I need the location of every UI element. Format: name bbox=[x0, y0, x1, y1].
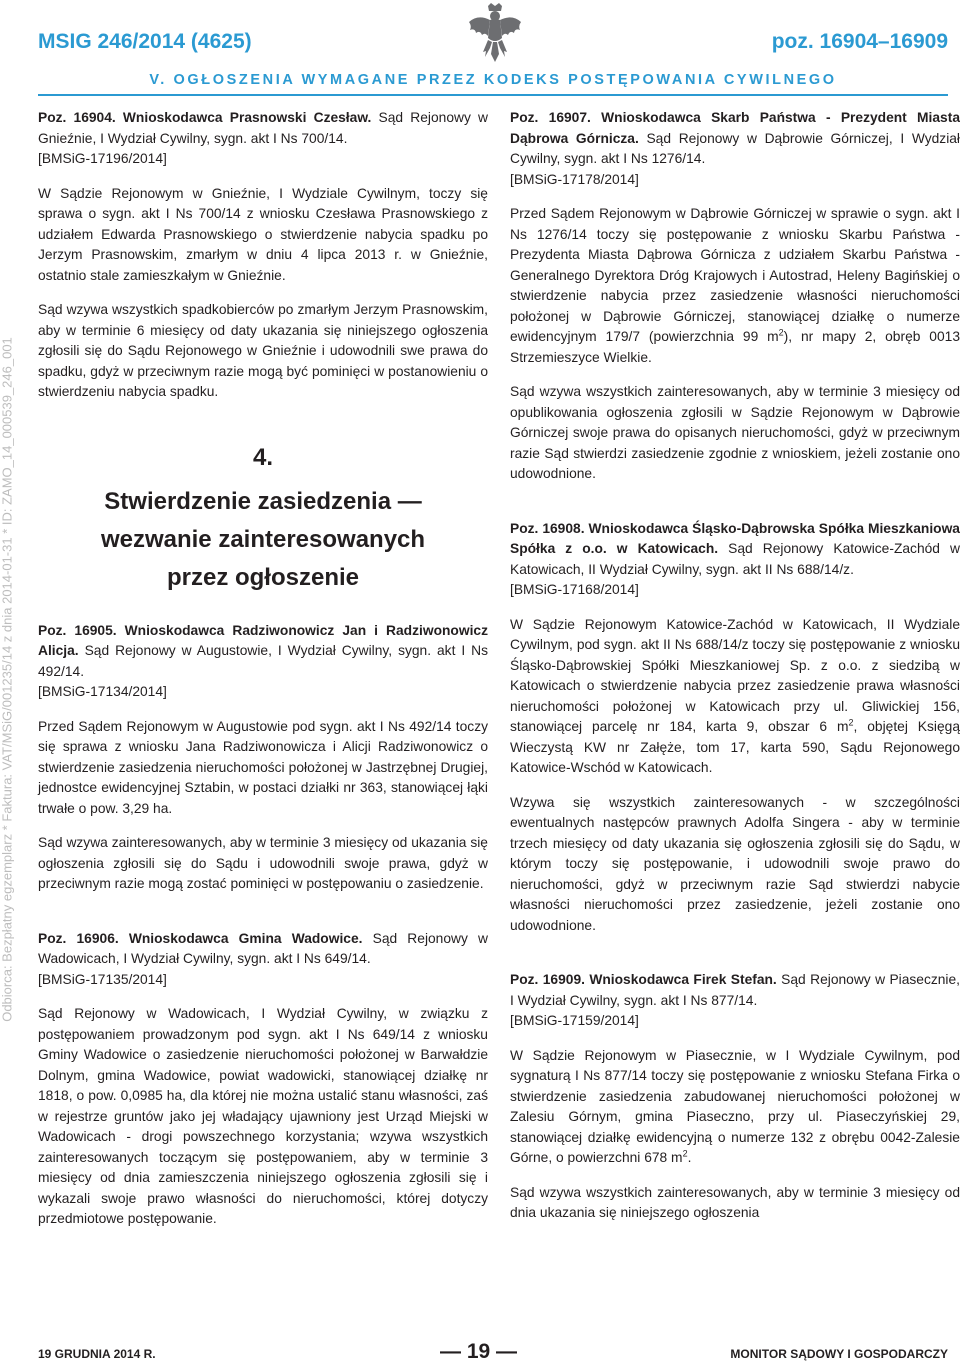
page-number: — 19 — bbox=[440, 1340, 518, 1363]
entry-paragraph: Sąd Rejonowy w Wadowicach, I Wydział Cywilny, w związku z postępowaniem prowadzonym pod sygn. akt I Ns 649/14 z wniosku Gminy Wadowice o zasiedzenie nieruchomości położonej w Barwałdzie Dolnym, gmina Wadowice, powiat wadowicki, stanowiącej działkę nr 1818, o pow. 0,0985 ha, dla której nie można ustalić stanu własności, zaś w rejestrze gruntów jako jej władający ujawniony jest Urząd Miejski w Wadowicach - drogi powszechnego korzystania; wzywa wszystkich zainteresowanych toczącym się postępowaniem, aby w terminie 3 miesięcy od dnia zamieszczenia niniejszego ogłoszenia zgłosili się i wykazali swoje prawo własności do nieruchomości, której dotyczy przedmiotowe postępowanie. bbox=[38, 1006, 488, 1226]
entry-court: Sąd Rejonowy w Wadowicach, I Wydział Cywilny, sygn. akt I Ns 649/14. bbox=[38, 930, 488, 966]
entry-16906 bbox=[38, 929, 488, 991]
entry-reference: [BMSiG-17134/2014] bbox=[38, 684, 167, 699]
entry-court: Sąd Rejonowy Katowice-Zachód w Katowicach, II Wydział Cywilny, sygn. akt II Ns 688/14/z. bbox=[510, 541, 960, 577]
entry-heading: Poz. 16905. Wnioskodawca Radziwonowicz Jan i Radziwonowicz Alicja. bbox=[38, 622, 488, 658]
entry-paragraph: Sąd wzywa wszystkich zainteresowanych, aby w terminie 3 miesięcy od dnia ukazania się niniejszego ogłoszenia bbox=[510, 1184, 960, 1220]
entry-heading: Poz. 16907. Wnioskodawca Skarb Państwa - Prezydent Miasta Dąbrowa Górnicza. bbox=[510, 110, 960, 146]
chapter-title-line: przez ogłoszenie bbox=[166, 563, 360, 591]
left-column bbox=[38, 108, 488, 1244]
chapter-number: 4. bbox=[252, 443, 273, 471]
journal-issue: MSIG 246/2014 (4625) bbox=[38, 30, 252, 53]
entry-paragraph: W Sądzie Rejonowym w Piasecznie, w I Wydziale Cywilnym, pod sygnaturą I Ns 877/14 toczy się postępowanie z wniosku Stefana Firka o stwierdzenie zasiedzenia zabudowanej nieruchomości położonej w Zalesiu Górnym, gmina Piaseczno, przy ul. Piaseczyńskiej 29, stanowiącej działkę ewidencyjną o numerze 132 z obrębu 0042-Zalesie Górne, o powierzchni 678 $m^2$. bbox=[510, 1047, 960, 1165]
entry-16909 bbox=[510, 970, 960, 1032]
entry-heading: Poz. 16906. Wnioskodawca Gmina Wadowice. bbox=[38, 930, 363, 946]
polish-eagle-icon bbox=[466, 2, 524, 64]
entry-reference: [BMSiG-17178/2014] bbox=[510, 171, 639, 187]
entry-paragraph: Sąd wzywa wszystkich zainteresowanych, aby w terminie 3 miesięcy od opublikowania ogłoszenia zgłosili w Sądzie Rejonowym w Dąbrowie Górniczej swoje prawa do opisanych nieruchomości, gdyż w przeciwnym razie Sąd stwierdzi zasiedzenie zgodnie z wnioskiem, jeżeli zostanie ono udowodnione. bbox=[510, 384, 960, 481]
entry-heading: Poz. 16904. Wnioskodawca Prasnowski Czesław. bbox=[38, 110, 372, 125]
entry-16905 bbox=[38, 621, 488, 703]
right-column bbox=[510, 108, 960, 1238]
entry-paragraph: W Sądzie Rejonowym Katowice-Zachód w Katowicach, II Wydziale Cywilnym, pod sygn. akt II Ns 688/14/z toczy się postępowanie z wniosku Śląsko-Dąbrowskiej Spółki Mieszkaniowej Sp. z o.o. z siedzibą w Katowicach o stwierdzenie nabycia przez zasiedzenie prawa własności nieruchomości położonej w Katowicach przy ul. Gliwickiej 156, stanowiącej parcelę nr 184, karta 9, obszar 6 $m^2$, objętej Księgą Wieczystą KW nr Załęże, tom 17, karta 590, Sądu Rejonowego Katowice-Wschód w Katowicach. bbox=[510, 616, 960, 775]
footer-publisher: MONITOR SĄDOWY I GOSPODARCZY bbox=[730, 1347, 948, 1361]
entry-reference: [BMSiG-17159/2014] bbox=[510, 1013, 639, 1028]
header-divider bbox=[38, 94, 948, 96]
entry-court: Sąd Rejonowy w Piasecznie, I Wydział Cywilny, sygn. akt I Ns 877/14. bbox=[510, 972, 960, 1008]
entry-reference: [BMSiG-17168/2014] bbox=[510, 582, 639, 597]
section-title: V. OGŁOSZENIA WYMAGANE PRZEZ KODEKS POSTĘPOWANIA CYWILNEGO bbox=[149, 72, 837, 88]
footer-date: 19 GRUDNIA 2014 R. bbox=[38, 1347, 156, 1361]
entry-16904 bbox=[38, 108, 488, 170]
entry-16908 bbox=[510, 519, 960, 601]
entry-heading: Poz. 16909. Wnioskodawca Firek Stefan. bbox=[510, 972, 777, 987]
entry-paragraph: Przed Sądem Rejonowym w Dąbrowie Górniczej w sprawie o sygn. akt I Ns 1276/14 toczy się postępowanie z wniosku Skarbu Państwa - Prezydenta Miasta Dąbrowa Górnicza z udziałem Skarbu Państwa - Generalnego Dyrektora Dróg Krajowych i Autostrad, Heleny Bagińskiej o stwierdzenie nabycia przez zasiedzenie własności nieruchomości położonej w Dąbrowie Górniczej, stanowiącej działkę o numerze ewidencyjnym 179/7 (powierzchnia 99 $m^2$), nr mapy 2, obręb 0013 Strzemieszyce Wielkie. bbox=[510, 206, 960, 365]
entry-paragraph: Wzywa się wszystkich zainteresowanych - w szczególności ewentualnych następców prawnych Adolfa Singera - aby w terminie trzech miesięcy od daty ukazania się ogłoszenia zgłosili się do Sądu, w którym toczy się postępowanie, i udowodnili swoje prawo do nieruchomości, gdyż w przeciwnym razie Sąd stwierdzi nabycie własności nieruchomości przez zasiedzenie, jeżeli zostanie ono udowodnione. bbox=[510, 794, 960, 933]
side-watermark: Odbiorca: Bezpłatny egzemplarz * Faktura: VAT/MSiG/001235/14 z dnia 2014-01-31 * ID: ZAMO_14_000539_246_001 bbox=[0, 337, 15, 1022]
entry-paragraph: Sąd wzywa wszystkich spadkobierców po zmarłym Jerzym Prasnowskim, aby w terminie 6 miesięcy od daty ukazania się niniejszego ogłoszenia zgłosili się do Sądu Rejonowego w Gnieźnie i udowodnili swe prawa do spadku, gdyż w przeciwnym razie mogą być pominięci w postanowieniu o stwierdzeniu nabycia spadku. bbox=[38, 302, 488, 399]
chapter-title bbox=[38, 483, 488, 597]
chapter-title-line: Stwierdzenie zasiedzenia — bbox=[104, 487, 422, 515]
entry-16907 bbox=[510, 108, 960, 190]
entry-reference: [BMSiG-17196/2014] bbox=[38, 151, 167, 166]
entry-paragraph: Przed Sądem Rejonowym w Augustowie pod sygn. akt I Ns 492/14 toczy się sprawa z wniosku Jana Radziwonowicza i Alicji Radziwonowicz o stwierdzenie zasiedzenia nieruchomości położonej w Jastrzębnej Drugiej, jednostce ewidencyjnej Sztabin, w postaci działki nr 363, stanowiącej łąki trwałe o pow. 3,29 ha. bbox=[38, 718, 488, 816]
entry-court: Sąd Rejonowy w Augustowie, I Wydział Cywilny, sygn. akt I Ns 492/14. bbox=[38, 643, 488, 679]
entry-court: Sąd Rejonowy w Gnieźnie, I Wydział Cywilny, sygn. akt I Ns 700/14. bbox=[38, 110, 488, 146]
chapter-title-line: wezwanie zainteresowanych bbox=[100, 525, 426, 553]
entry-paragraph: W Sądzie Rejonowym w Gnieźnie, I Wydziale Cywilnym, toczy się sprawa o sygn. akt I Ns 700/14 z wniosku Czesława Prasnowskiego z udziałem Edwarda Prasnowskiego o stwierdzenie nabycia spadku po Jerzym Prasnowskim, zmarłym w dniu 4 lipca 2013 r. w Gnieźnie, ostatnio stale zamieszkałym w Gnieźnie. bbox=[38, 185, 488, 283]
page-range: poz. 16904–16909 bbox=[771, 30, 948, 53]
entry-paragraph: Sąd wzywa zainteresowanych, aby w terminie 3 miesięcy od ukazania się ogłoszenia zgłosili się do Sądu i udowodnili swoje prawa, gdyż w przeciwnym razie mogą zostać pominięci w postępowaniu o zasiedzenie. bbox=[38, 835, 488, 891]
chapter-heading bbox=[38, 443, 488, 597]
entry-court: Sąd Rejonowy w Dąbrowie Górniczej, I Wydział Cywilny, sygn. akt I Ns 1276/14. bbox=[510, 130, 960, 166]
entry-reference: [BMSiG-17135/2014] bbox=[38, 971, 167, 987]
entry-heading: Poz. 16908. Wnioskodawca Śląsko-Dąbrowska Spółka Mieszkaniowa Spółka z o.o. w Katowicach. bbox=[510, 520, 960, 556]
